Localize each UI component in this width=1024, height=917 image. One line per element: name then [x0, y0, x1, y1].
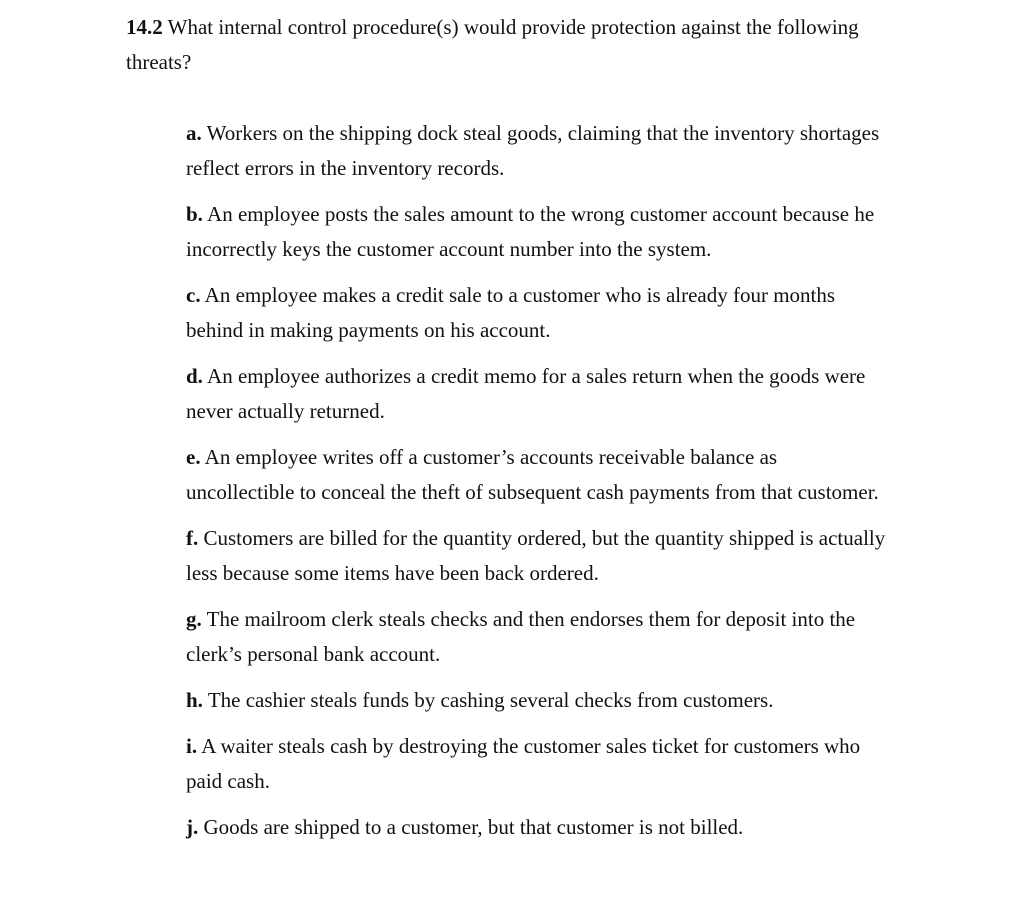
- item-text: The mailroom clerk steals checks and then endorses them for deposit into the clerk’s personal bank account.: [186, 607, 856, 666]
- item-text: An employee authorizes a credit memo for a sales return when the goods were never actually returned.: [186, 364, 866, 423]
- threat-list: [186, 116, 886, 856]
- threat-item-j: [186, 810, 886, 845]
- threat-item-c: [186, 278, 886, 348]
- question-heading: [126, 10, 866, 80]
- item-letter: j.: [186, 815, 199, 839]
- threat-item-i: [186, 729, 886, 799]
- item-letter: h.: [186, 688, 203, 712]
- item-letter: c.: [186, 283, 201, 307]
- item-text: Goods are shipped to a customer, but that customer is not billed.: [203, 815, 744, 839]
- item-text: Workers on the shipping dock steal goods, claiming that the inventory shortages reflect errors in the inventory records.: [186, 121, 880, 180]
- item-text: Customers are billed for the quantity ordered, but the quantity shipped is actually less because some items have been back ordered.: [186, 526, 886, 585]
- threat-item-e: [186, 440, 886, 510]
- item-letter: a.: [186, 121, 202, 145]
- item-letter: g.: [186, 607, 202, 631]
- item-letter: b.: [186, 202, 203, 226]
- item-text: A waiter steals cash by destroying the customer sales ticket for customers who paid cash.: [186, 734, 861, 793]
- threat-item-a: [186, 116, 886, 186]
- threat-item-b: [186, 197, 886, 267]
- threat-item-d: [186, 359, 886, 429]
- item-text: The cashier steals funds by cashing several checks from customers.: [207, 688, 774, 712]
- question-text: What internal control procedure(s) would provide protection against the following threats?: [126, 15, 859, 74]
- threat-item-g: [186, 602, 886, 672]
- item-letter: f.: [186, 526, 199, 550]
- question-number: 14.2: [126, 15, 163, 39]
- item-text: An employee writes off a customer’s accounts receivable balance as uncollectible to conceal the theft of subsequent cash payments from that customer.: [186, 445, 879, 504]
- item-letter: i.: [186, 734, 198, 758]
- threat-item-f: [186, 521, 886, 591]
- threat-item-h: [186, 683, 886, 718]
- item-letter: d.: [186, 364, 203, 388]
- item-text: An employee makes a credit sale to a customer who is already four months behind in making payments on his account.: [186, 283, 836, 342]
- item-text: An employee posts the sales amount to the wrong customer account because he incorrectly keys the customer account number into the system.: [186, 202, 875, 261]
- item-letter: e.: [186, 445, 201, 469]
